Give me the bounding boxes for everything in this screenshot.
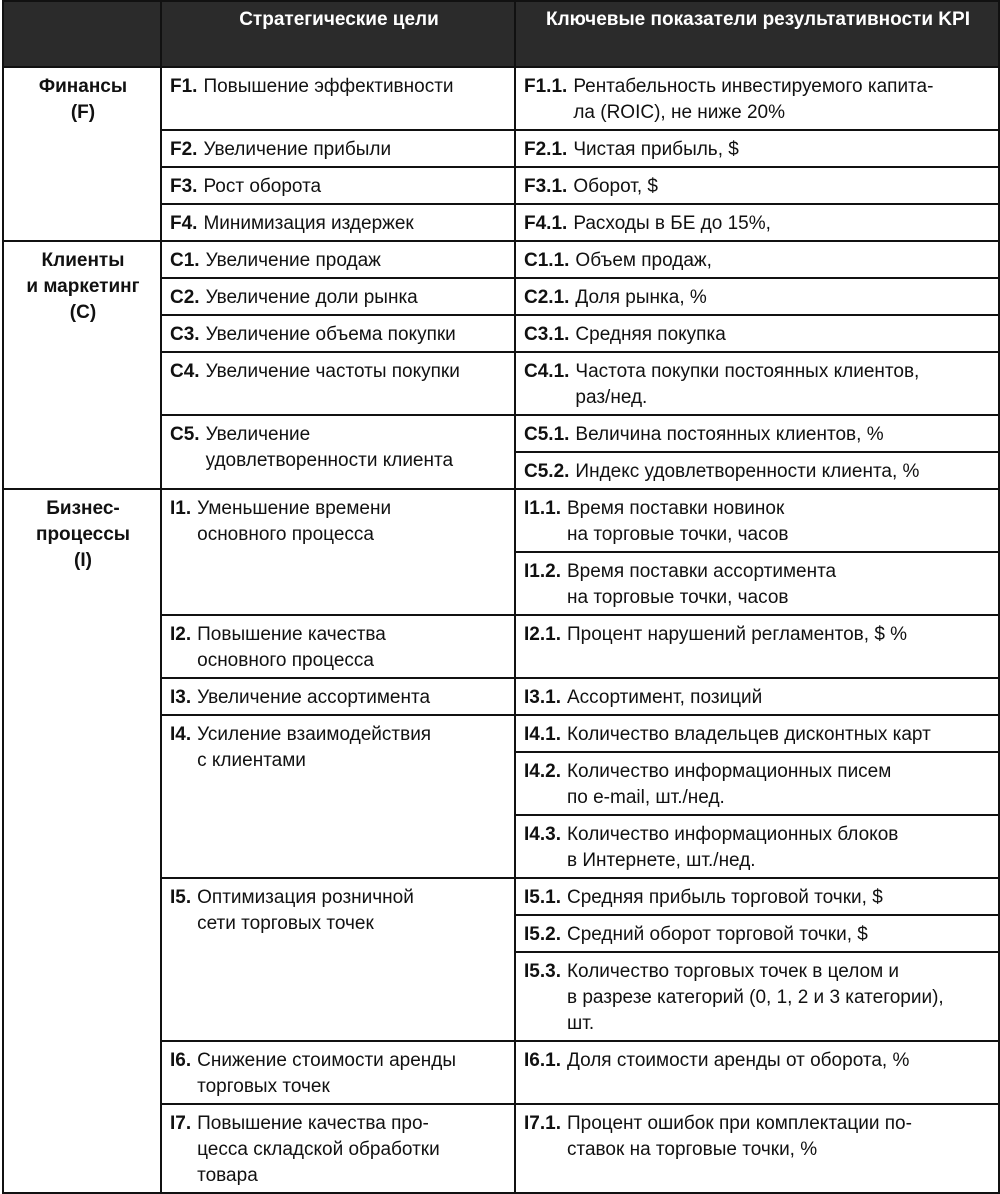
goal-text: Оптимизация розничной сети торговых точек	[197, 887, 414, 934]
goal-code: I7.	[170, 1113, 192, 1134]
kpi-cell	[515, 315, 999, 352]
goal-text: Увеличение ассортимента	[197, 687, 431, 708]
kpi-code: C3.1.	[524, 324, 570, 345]
kpi-cell	[515, 952, 999, 1041]
kpi-cell	[515, 241, 999, 278]
kpi-cell	[515, 815, 999, 878]
kpi-code: C5.1.	[524, 424, 570, 445]
goal-code: I2.	[170, 624, 192, 645]
kpi-text: Средний оборот торговой точки, $	[566, 924, 868, 945]
table-body	[3, 67, 999, 1193]
goal-text: Уменьшение времени основного процесса	[197, 498, 392, 545]
kpi-code: I3.1.	[524, 687, 561, 708]
goal-code: I6.	[170, 1050, 192, 1071]
goal-code: C5.	[170, 424, 200, 445]
kpi-text: Средняя покупка	[575, 324, 726, 345]
header-row	[3, 1, 999, 67]
kpi-cell	[515, 415, 999, 452]
goal-cell	[161, 415, 515, 489]
goal-cell	[161, 130, 515, 167]
kpi-text: Количество владельцев дисконтных карт	[566, 724, 931, 745]
kpi-text: Количество информационных писем по e-mail, шт./нед.	[566, 761, 892, 808]
goal-text: Увеличение прибыли	[203, 139, 392, 160]
kpi-cell	[515, 352, 999, 415]
goal-code: I5.	[170, 887, 192, 908]
goal-code: F2.	[170, 139, 198, 160]
kpi-code: F1.1.	[524, 76, 568, 97]
goal-text: Повышение качества про- цесса складской обработки товара	[197, 1113, 440, 1186]
kpi-code: I5.1.	[524, 887, 561, 908]
kpi-code: F3.1.	[524, 176, 568, 197]
goal-code: I3.	[170, 687, 192, 708]
goal-code: C1.	[170, 250, 200, 271]
goal-cell	[161, 678, 515, 715]
kpi-text: Оборот, $	[573, 176, 658, 197]
kpi-cell	[515, 678, 999, 715]
kpi-text: Величина постоянных клиентов, %	[575, 424, 884, 445]
kpi-code: I4.2.	[524, 761, 561, 782]
goal-cell	[161, 278, 515, 315]
table-row	[3, 67, 999, 130]
kpi-cell	[515, 452, 999, 489]
goal-cell	[161, 1104, 515, 1193]
goal-text: Повышение эффективности	[203, 76, 454, 97]
goal-code: C4.	[170, 361, 200, 382]
goal-text: Увеличение доли рынка	[205, 287, 418, 308]
kpi-code: F4.1.	[524, 213, 568, 234]
kpi-code: I2.1.	[524, 624, 561, 645]
kpi-text: Доля стоимости аренды от оборота, %	[566, 1050, 910, 1071]
category-processes: Бизнес- процессы (I)	[3, 489, 161, 1193]
goal-cell	[161, 167, 515, 204]
kpi-text: Процент ошибок при комплектации по- ставок на торговые точки, %	[566, 1113, 912, 1160]
header-goals: Стратегические цели	[161, 1, 515, 67]
kpi-cell	[515, 1104, 999, 1193]
kpi-text: Чистая прибыль, $	[573, 139, 739, 160]
goal-text: Рост оборота	[203, 176, 322, 197]
kpi-cell	[515, 130, 999, 167]
kpi-code: I5.3.	[524, 961, 561, 982]
kpi-code: C2.1.	[524, 287, 570, 308]
kpi-cell	[515, 915, 999, 952]
kpi-text: Расходы в БЕ до 15%,	[573, 213, 771, 234]
kpi-text: Время поставки ассортимента на торговые точки, часов	[566, 561, 837, 608]
goal-cell	[161, 241, 515, 278]
kpi-text: Время поставки новинок на торговые точки, часов	[566, 498, 789, 545]
kpi-cell	[515, 715, 999, 752]
goal-text: Увеличение продаж	[205, 250, 381, 271]
kpi-code: I1.2.	[524, 561, 561, 582]
goal-code: F1.	[170, 76, 198, 97]
table-row	[3, 489, 999, 552]
header-category	[3, 1, 161, 67]
goal-cell	[161, 315, 515, 352]
kpi-code: I5.2.	[524, 924, 561, 945]
goal-cell	[161, 878, 515, 1041]
kpi-cell	[515, 552, 999, 615]
kpi-code: I1.1.	[524, 498, 561, 519]
goal-cell	[161, 489, 515, 615]
kpi-cell	[515, 615, 999, 678]
kpi-text: Средняя прибыль торговой точки, $	[566, 887, 883, 908]
kpi-code: I4.3.	[524, 824, 561, 845]
category-clients: Клиенты и маркетинг (C)	[3, 241, 161, 489]
goal-cell	[161, 352, 515, 415]
kpi-text: Доля рынка, %	[575, 287, 707, 308]
goal-code: F3.	[170, 176, 198, 197]
kpi-code: I4.1.	[524, 724, 561, 745]
kpi-code: C1.1.	[524, 250, 570, 271]
goal-text: Снижение стоимости аренды торговых точек	[197, 1050, 457, 1097]
kpi-text: Количество информационных блоков в Интернете, шт./нед.	[566, 824, 899, 871]
kpi-cell	[515, 278, 999, 315]
kpi-code: I6.1.	[524, 1050, 561, 1071]
kpi-code: I7.1.	[524, 1113, 561, 1134]
kpi-text: Процент нарушений регламентов, $ %	[566, 624, 908, 645]
kpi-text: Рентабельность инвестируемого капита- ла (ROIC), не ниже 20%	[573, 76, 934, 123]
goal-code: F4.	[170, 213, 198, 234]
goal-code: C3.	[170, 324, 200, 345]
goal-text: Усиление взаимодействия с клиентами	[197, 724, 432, 771]
goal-code: I1.	[170, 498, 192, 519]
kpi-text: Ассортимент, позиций	[566, 687, 763, 708]
goal-cell	[161, 1041, 515, 1104]
kpi-code: F2.1.	[524, 139, 568, 160]
kpi-cell	[515, 752, 999, 815]
goal-code: C2.	[170, 287, 200, 308]
goal-text: Минимизация издержек	[203, 213, 414, 234]
goal-cell	[161, 715, 515, 878]
kpi-table	[2, 0, 1000, 1194]
goal-cell	[161, 67, 515, 130]
kpi-text: Объем продаж,	[575, 250, 712, 271]
kpi-code: C4.1.	[524, 361, 570, 382]
kpi-text: Индекс удовлетворенности клиента, %	[575, 461, 920, 482]
goal-cell	[161, 204, 515, 241]
kpi-cell	[515, 167, 999, 204]
kpi-text: Количество торговых точек в целом и в разрезе категорий (0, 1, 2 и 3 категории), шт.	[566, 961, 944, 1034]
goal-text: Увеличение объема покупки	[205, 324, 456, 345]
table-row	[3, 241, 999, 278]
kpi-cell	[515, 204, 999, 241]
goal-text: Увеличение удовлетворенности клиента	[205, 424, 454, 471]
goal-cell	[161, 615, 515, 678]
kpi-cell	[515, 1041, 999, 1104]
goal-code: I4.	[170, 724, 192, 745]
header-kpi: Ключевые показатели результативности KPI	[515, 1, 999, 67]
kpi-cell	[515, 489, 999, 552]
table-header	[3, 1, 999, 67]
category-finance: Финансы (F)	[3, 67, 161, 241]
kpi-text: Частота покупки постоянных клиентов, раз/нед.	[575, 361, 920, 408]
kpi-cell	[515, 67, 999, 130]
kpi-cell	[515, 878, 999, 915]
kpi-code: C5.2.	[524, 461, 570, 482]
goal-text: Повышение качества основного процесса	[197, 624, 386, 671]
goal-text: Увеличение частоты покупки	[205, 361, 460, 382]
